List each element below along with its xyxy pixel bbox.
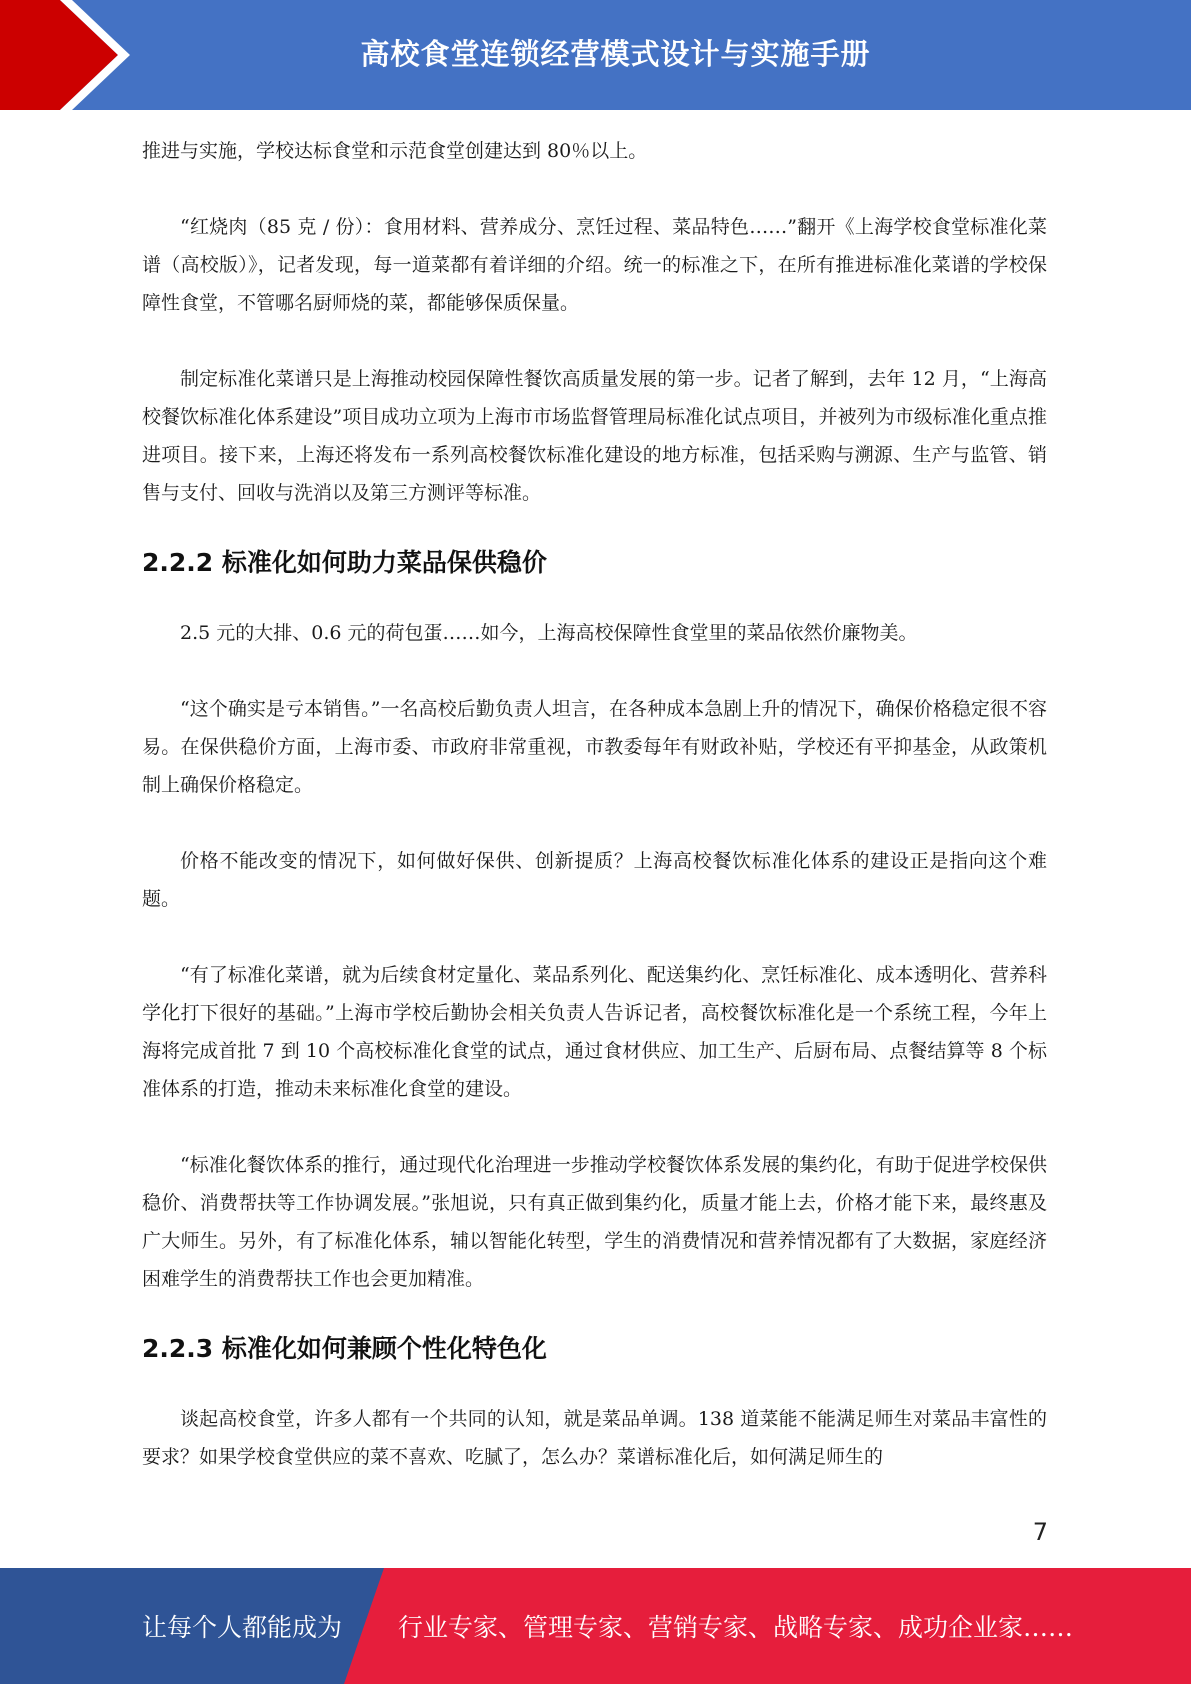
paragraph: “有了标准化菜谱，就为后续食材定量化、菜品系列化、配送集约化、烹饪标准化、成本透明化、营养科学化打下很好的基础。”上海市学校后勤协会相关负责人告诉记者，高校餐饮标准化是一个系统工程，今年上海将完成首批 7 到 10 个高校标准化食堂的试点，通过食材供应、加工生产、后厨布局、点餐结算等 8 个标准体系的打造，推动未来标准化食堂的建设。 bbox=[142, 964, 1047, 1100]
footer-slogan-right: 行业专家、管理专家、营销专家、战略专家、成功企业家…… bbox=[398, 1613, 1074, 1642]
page-content bbox=[142, 128, 1047, 1476]
section-heading: 2.2.3 标准化如何兼顾个性化特色化 bbox=[142, 1334, 547, 1363]
page-footer bbox=[0, 1568, 1191, 1684]
page-number: 7 bbox=[1032, 1518, 1048, 1546]
page-header bbox=[0, 0, 1191, 110]
paragraph: “红烧肉（85 克 / 份）：食用材料、营养成分、烹饪过程、菜品特色……”翻开《上海学校食堂标准化菜谱（高校版）》，记者发现，每一道菜都有着详细的介绍。统一的标准之下，在所有推进标准化菜谱的学校保障性食堂，不管哪名厨师烧的菜，都能够保质保量。 bbox=[142, 216, 1047, 314]
footer-slogan-left: 让每个人都能成为 bbox=[142, 1613, 343, 1642]
paragraph: “这个确实是亏本销售。”一名高校后勤负责人坦言，在各种成本急剧上升的情况下，确保价格稳定很不容易。在保供稳价方面，上海市委、市政府非常重视，市教委每年有财政补贴，学校还有平抑基金，从政策机制上确保价格稳定。 bbox=[142, 698, 1047, 796]
paragraph: 谈起高校食堂，许多人都有一个共同的认知，就是菜品单调。138 道菜能不能满足师生对菜品丰富性的要求？如果学校食堂供应的菜不喜欢、吃腻了，怎么办？菜谱标准化后，如何满足师生的 bbox=[142, 1408, 1047, 1468]
paragraph: 2.5 元的大排、0.6 元的荷包蛋……如今，上海高校保障性食堂里的菜品依然价廉物美。 bbox=[180, 622, 918, 644]
paragraph: 价格不能改变的情况下，如何做好保供、创新提质？上海高校餐饮标准化体系的建设正是指向这个难题。 bbox=[142, 850, 1047, 910]
section-heading: 2.2.2 标准化如何助力菜品保供稳价 bbox=[142, 548, 547, 577]
paragraph: 推进与实施，学校达标食堂和示范食堂创建达到 80％以上。 bbox=[142, 140, 648, 162]
document-title: 高校食堂连锁经营模式设计与实施手册 bbox=[360, 36, 871, 71]
paragraph: 制定标准化菜谱只是上海推动校园保障性餐饮高质量发展的第一步。记者了解到，去年 12 月，“上海高校餐饮标准化体系建设”项目成功立项为上海市市场监督管理局标准化试点项目，并被列为市级标准化重点推进项目。接下来，上海还将发布一系列高校餐饮标准化建设的地方标准，包括采购与溯源、生产与监管、销售与支付、回收与洗消以及第三方测评等标准。 bbox=[142, 368, 1047, 504]
paragraph: “标准化餐饮体系的推行，通过现代化治理进一步推动学校餐饮体系发展的集约化，有助于促进学校保供稳价、消费帮扶等工作协调发展。”张旭说，只有真正做到集约化，质量才能上去，价格才能下来，最终惠及广大师生。另外，有了标准化体系，辅以智能化转型，学生的消费情况和营养情况都有了大数据，家庭经济困难学生的消费帮扶工作也会更加精准。 bbox=[142, 1154, 1047, 1290]
